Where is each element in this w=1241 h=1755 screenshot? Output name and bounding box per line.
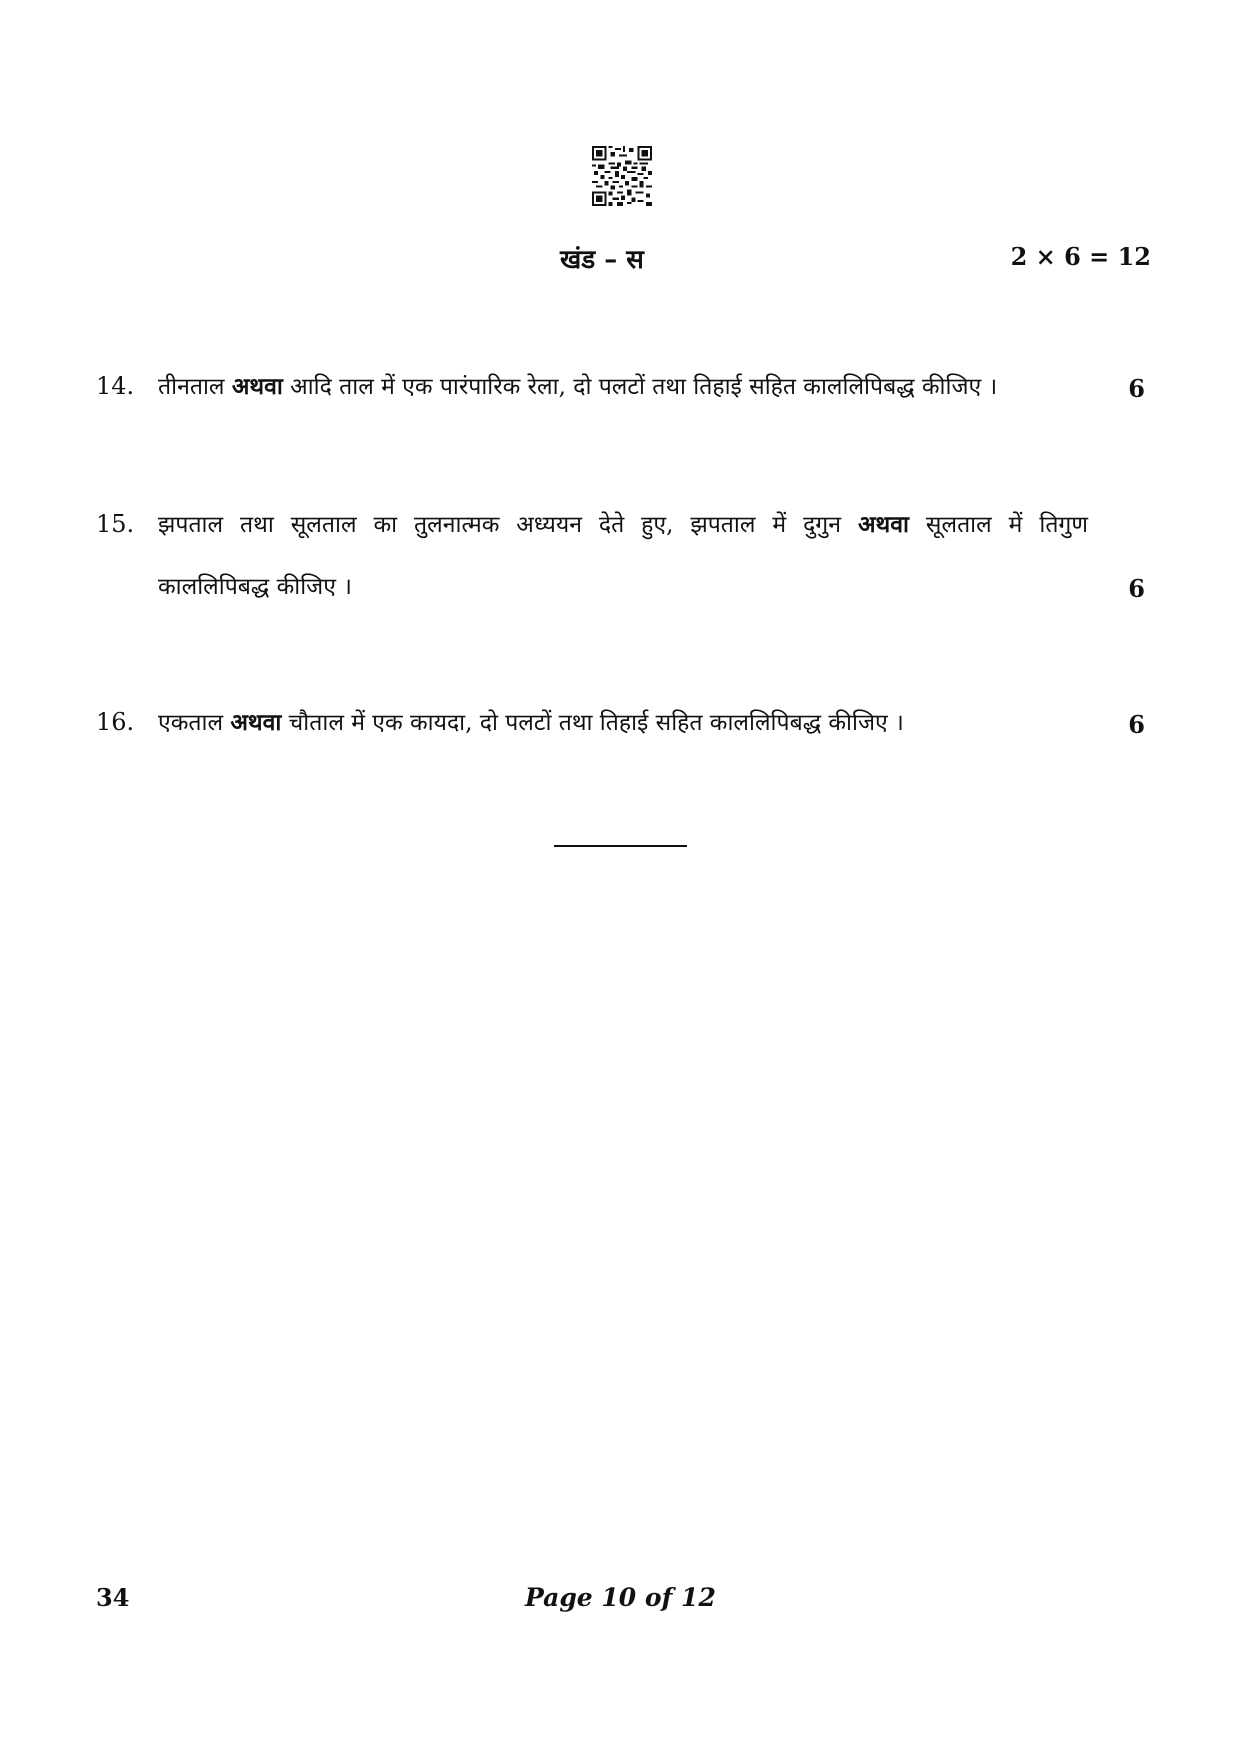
qr-code: [592, 146, 652, 206]
question-number: 14.: [96, 372, 135, 400]
question-marks: 6: [1128, 710, 1145, 739]
question-text-part: काललिपिबद्ध कीजिए ।: [158, 574, 352, 600]
question-text: [158, 708, 1088, 738]
question-text-line-1: [158, 510, 1088, 540]
keyword-athva: अथवा: [857, 511, 909, 538]
paper-code: 34: [96, 1583, 130, 1612]
question-text-part: एकताल: [158, 710, 231, 736]
question-number: 15.: [96, 510, 135, 538]
question-marks: 6: [1128, 374, 1145, 403]
question-text-part: तीनताल: [158, 374, 232, 400]
page-footer: [0, 1583, 1241, 1619]
question-number: 16.: [96, 708, 135, 736]
question-text-part: सूलताल में तिगुण: [908, 512, 1089, 538]
keyword-athva: अथवा: [231, 373, 283, 400]
page-number: Page 10 of 12: [525, 1583, 716, 1612]
question-text-part: आदि ताल में एक पारंपारिक रेला, दो पलटों तथा तिहाई सहित काललिपिबद्ध कीजिए ।: [282, 374, 998, 400]
question-text: [158, 372, 1088, 402]
keyword-athva: अथवा: [230, 709, 282, 736]
question-text-part: चौताल में एक कायदा, दो पलटों तथा तिहाई सहित काललिपिबद्ध कीजिए ।: [281, 710, 904, 736]
question-text-line-2: [158, 572, 1088, 602]
question-text-part: झपताल तथा सूलताल का तुलनात्मक अध्ययन देते हुए, झपताल में दुगुन: [158, 512, 858, 538]
section-header: [0, 240, 1241, 280]
section-marks: 2 × 6 = 12: [1010, 242, 1151, 271]
end-of-section-rule: [554, 845, 687, 847]
section-title: खंड – स: [560, 245, 644, 275]
question-marks: 6: [1128, 574, 1145, 603]
